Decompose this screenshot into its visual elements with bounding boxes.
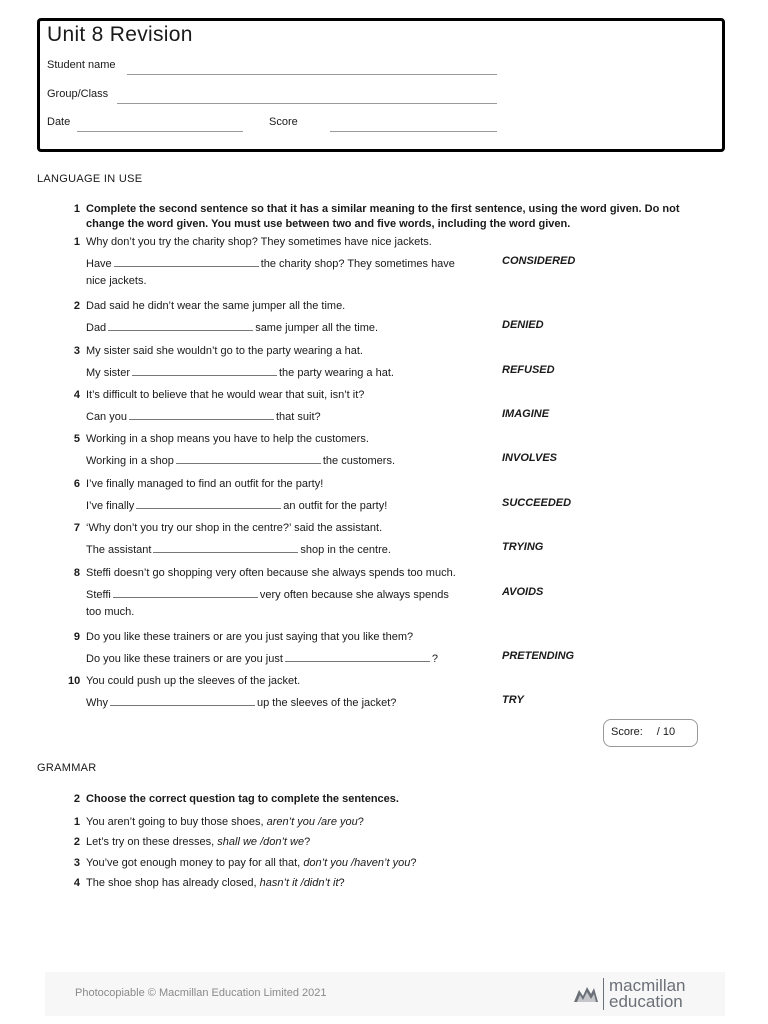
item-number: 7 bbox=[73, 522, 80, 534]
item-number: 9 bbox=[73, 631, 80, 643]
answer-blank[interactable] bbox=[285, 651, 430, 662]
exercise-number: 2 bbox=[73, 793, 80, 805]
item-number: 1 bbox=[73, 236, 80, 248]
score-box bbox=[603, 719, 698, 747]
item-rewrite bbox=[86, 453, 395, 467]
answer-blank[interactable] bbox=[176, 453, 321, 464]
item-rewrite bbox=[86, 651, 438, 665]
item-end: ? bbox=[304, 836, 311, 848]
item-rewrite bbox=[86, 695, 396, 709]
item-number: 3 bbox=[73, 345, 80, 357]
rewrite-before: The assistant bbox=[86, 544, 152, 556]
item-text: Let’s try on these dresses, bbox=[86, 836, 218, 848]
exercise-item bbox=[68, 631, 708, 669]
answer-blank[interactable] bbox=[113, 587, 258, 598]
item-number: 2 bbox=[73, 300, 80, 312]
rewrite-after: an outfit for the party! bbox=[283, 500, 388, 512]
key-word: AVOIDS bbox=[502, 586, 544, 598]
tag-options[interactable]: hasn’t it /didn’t it bbox=[259, 877, 339, 889]
logo-divider bbox=[603, 978, 604, 1010]
item-sentence: Dad said he didn’t wear the same jumper all the time. bbox=[86, 300, 346, 312]
item-end: ? bbox=[338, 877, 345, 889]
item-rewrite bbox=[86, 256, 455, 270]
exercise-number: 1 bbox=[73, 203, 80, 215]
key-word: TRYING bbox=[502, 541, 544, 553]
rewrite-after: same jumper all the time. bbox=[255, 322, 379, 334]
rewrite-continuation: too much. bbox=[86, 606, 135, 618]
key-word: REFUSED bbox=[502, 364, 555, 376]
rewrite-before: Steffi bbox=[86, 589, 111, 601]
item-rewrite bbox=[86, 498, 387, 512]
score-label: Score bbox=[269, 116, 298, 128]
answer-blank[interactable] bbox=[114, 256, 259, 267]
tag-options[interactable]: aren’t you /are you bbox=[266, 816, 358, 828]
exercise-item bbox=[68, 433, 708, 471]
date-field[interactable] bbox=[77, 131, 243, 132]
logo-word-education: education bbox=[609, 992, 683, 1011]
item-number: 5 bbox=[73, 433, 80, 445]
item-number: 2 bbox=[73, 836, 80, 848]
exercise-item bbox=[68, 345, 708, 383]
item-rewrite bbox=[86, 409, 321, 423]
rewrite-after: shop in the centre. bbox=[300, 544, 391, 556]
student-name-label: Student name bbox=[47, 59, 116, 71]
key-word: IMAGINE bbox=[502, 408, 550, 420]
exercise-item bbox=[68, 236, 708, 294]
item-rewrite bbox=[86, 320, 378, 334]
item-end: ? bbox=[357, 816, 364, 828]
tag-options[interactable]: shall we /don’t we bbox=[217, 836, 305, 848]
exercise-item bbox=[68, 567, 708, 625]
item-number: 1 bbox=[73, 816, 80, 828]
rewrite-after: ? bbox=[431, 653, 438, 665]
item-sentence: I’ve finally managed to find an outfit for the party! bbox=[86, 478, 324, 490]
item-sentence: My sister said she wouldn’t go to the party wearing a hat. bbox=[86, 345, 363, 357]
rewrite-before: Do you like these trainers or are you just bbox=[86, 653, 283, 665]
item-text: You’ve got enough money to pay for all that, bbox=[86, 857, 304, 869]
item-sentence: Why don’t you try the charity shop? They sometimes have nice jackets. bbox=[86, 236, 432, 248]
item-rewrite bbox=[86, 542, 391, 556]
item-end: ? bbox=[410, 857, 417, 869]
rewrite-before: Dad bbox=[86, 322, 107, 334]
grammar-item bbox=[68, 857, 416, 869]
item-number: 6 bbox=[73, 478, 80, 490]
rewrite-before: Working in a shop bbox=[86, 455, 174, 467]
rewrite-after: very often because she always spends bbox=[259, 589, 449, 601]
date-label: Date bbox=[47, 116, 71, 128]
tag-options[interactable]: don’t you /haven’t you bbox=[303, 857, 411, 869]
exercise-2-instruction bbox=[68, 792, 698, 808]
rewrite-continuation: nice jackets. bbox=[86, 275, 147, 287]
score-box-total: / 10 bbox=[656, 726, 676, 738]
item-number: 8 bbox=[73, 567, 80, 579]
answer-blank[interactable] bbox=[153, 542, 298, 553]
rewrite-before: Have bbox=[86, 258, 112, 270]
group-class-field[interactable] bbox=[117, 103, 497, 104]
score-field[interactable] bbox=[330, 131, 497, 132]
copyright-text: Photocopiable © Macmillan Education Limited 2021 bbox=[75, 987, 327, 999]
exercise-item bbox=[68, 300, 708, 338]
exercise-item bbox=[68, 522, 708, 560]
item-sentence: Working in a shop means you have to help the customers. bbox=[86, 433, 369, 445]
exercise-item bbox=[68, 389, 708, 427]
score-box-label: Score: bbox=[611, 726, 643, 738]
grammar-item bbox=[68, 836, 310, 848]
item-sentence: It’s difficult to believe that he would wear that suit, isn’t it? bbox=[86, 389, 365, 401]
item-sentence: You could push up the sleeves of the jacket. bbox=[86, 675, 301, 687]
answer-blank[interactable] bbox=[108, 320, 253, 331]
rewrite-after: the party wearing a hat. bbox=[279, 367, 394, 379]
answer-blank[interactable] bbox=[129, 409, 274, 420]
key-word: SUCCEEDED bbox=[502, 497, 572, 509]
section-label-language-in-use: LANGUAGE IN USE bbox=[37, 173, 143, 185]
rewrite-after: up the sleeves of the jacket? bbox=[257, 697, 397, 709]
instruction-text: Complete the second sentence so that it has a similar meaning to the first sentence, using the word given. Do not change the word given. You must use between two and five words, including the word given. bbox=[86, 203, 680, 230]
key-word: PRETENDING bbox=[502, 650, 575, 662]
section-label-grammar: GRAMMAR bbox=[37, 762, 97, 774]
rewrite-before: Can you bbox=[86, 411, 127, 423]
rewrite-after: the customers. bbox=[322, 455, 395, 467]
rewrite-after: that suit? bbox=[275, 411, 321, 423]
header-box bbox=[37, 18, 725, 152]
rewrite-before: I’ve finally bbox=[86, 500, 135, 512]
item-text: You aren’t going to buy those shoes, bbox=[86, 816, 267, 828]
rewrite-after: the charity shop? They sometimes have bbox=[260, 258, 455, 270]
student-name-field[interactable] bbox=[127, 74, 497, 75]
item-text: The shoe shop has already closed, bbox=[86, 877, 260, 889]
answer-blank[interactable] bbox=[136, 498, 281, 509]
item-rewrite bbox=[86, 365, 394, 379]
exercise-item bbox=[68, 675, 708, 713]
macmillan-logo bbox=[573, 976, 723, 1012]
item-sentence: Do you like these trainers or are you just saying that you like them? bbox=[86, 631, 414, 643]
macmillan-mark-icon bbox=[573, 982, 599, 1004]
item-rewrite bbox=[86, 587, 449, 601]
page-title: Unit 8 Revision bbox=[47, 23, 193, 46]
item-sentence: ‘Why don’t you try our shop in the centre?’ said the assistant. bbox=[86, 522, 383, 534]
item-number: 4 bbox=[73, 389, 80, 401]
group-class-label: Group/Class bbox=[47, 88, 109, 100]
exercise-1-instruction bbox=[68, 202, 698, 234]
logo-word-macmillan: macmillan bbox=[609, 976, 686, 995]
grammar-item bbox=[68, 877, 345, 889]
item-number: 3 bbox=[73, 857, 80, 869]
item-number: 10 bbox=[68, 675, 81, 687]
rewrite-before: Why bbox=[86, 697, 108, 709]
key-word: CONSIDERED bbox=[502, 255, 576, 267]
item-sentence: Steffi doesn’t go shopping very often because she always spends too much. bbox=[86, 567, 456, 579]
rewrite-before: My sister bbox=[86, 367, 130, 379]
footer bbox=[45, 972, 725, 1016]
grammar-item bbox=[68, 816, 364, 828]
answer-blank[interactable] bbox=[110, 695, 255, 706]
key-word: INVOLVES bbox=[502, 452, 558, 464]
instruction-text: Choose the correct question tag to complete the sentences. bbox=[86, 793, 399, 805]
item-number: 4 bbox=[73, 877, 80, 889]
exercise-item bbox=[68, 478, 708, 516]
answer-blank[interactable] bbox=[132, 365, 277, 376]
key-word: DENIED bbox=[502, 319, 544, 331]
key-word: TRY bbox=[502, 694, 524, 706]
